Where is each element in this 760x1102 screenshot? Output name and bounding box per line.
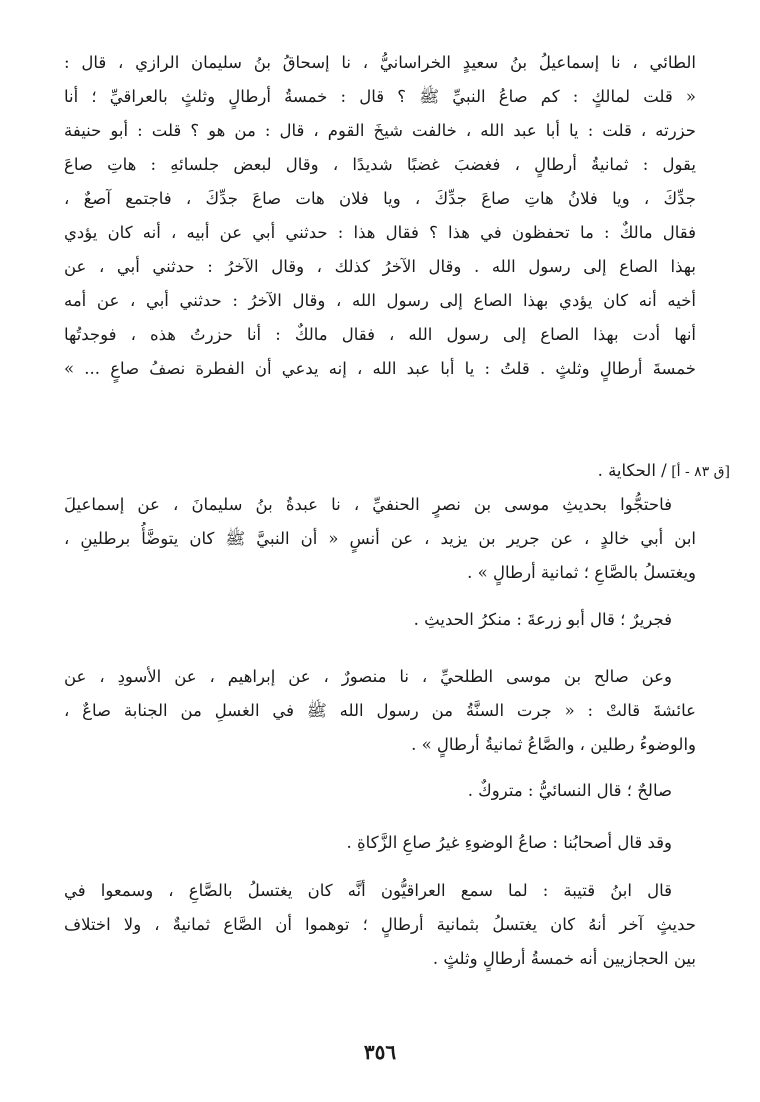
paragraph-salih-note [64,774,696,808]
text-line: « قلت لمالكٍ : كم صاعُ النبيِّ ﷺ ؟ قال : خمسةُ أرطالٍ وثلثٍ بالعراقيِّ ؛ أنا [64,87,696,106]
text-line: خمسةَ أرطالٍ وثلثٍ . قلتُ : يا أبا عبد الله ، إنه يدعي أن الفطرة نصفُ صاعٍ ... » [64,359,696,378]
text-line: فجريرٌ ؛ قال أبو زرعةَ : منكرُ الحديثِ . [413,610,672,629]
manuscript-folio-line [598,454,730,489]
manuscript-reference: [ق ٨٣ - أ] [671,464,730,480]
text-line: الطائي ، نا إسماعيلُ بنُ سعيدٍ الخراسانيُّ ، نا إسحاقُ بنُ سليمان الرازي ، قال : [64,53,696,72]
paragraph-musa-hadith [64,488,696,590]
text-line: وعن صالح بن موسى الطلحيِّ ، نا منصورٌ ، عن إبراهيم ، عن الأسودِ ، عن [64,667,672,686]
text-line: ابن أبي خالدٍ ، عن جرير بن يزيد ، عن أنسٍ « أن النبيَّ ﷺ كان يتوضَّأُ برطلينِ ، [64,529,696,548]
text-line: يقول : ثمانيةُ أرطالٍ ، فغضبَ غضبًا شديدًا ، وقال لبعض جلسائهِ : هاتِ صاعَ [64,155,696,174]
page-number: ٣٥٦ [363,1040,397,1064]
text-line: فقال مالكٌ : ما تحفظون في هذا ؟ فقال هذا : حدثني أبي عن أبيه ، أنه كان يؤدي [64,223,696,242]
text-line: أخيه أنه كان يؤدي بهذا الصاع إلى رسول الله ، وقال الآخرُ : حدثني أبي ، عن أمه [64,291,696,310]
text-line: صالحٌ ؛ قال النسائيُّ : متروكٌ . [467,781,672,800]
text-line: ويغتسلُ بالصَّاعِ ؛ ثمانية أرطالٍ » . [467,563,696,582]
text-line: / الحكاية . [597,461,667,480]
text-line: جدِّكَ ، ويا فلانُ هاتِ صاعَ جدِّكَ ، ويا فلان هات صاعَ جدِّكَ ، فاجتمع آصعٌ ، [64,189,696,208]
hadith-narration-malik [64,46,696,386]
paragraph-salih-hadith [64,660,696,762]
text-line: بين الحجازيين أنه خمسةُ أرطالٍ وثلثٍ . [432,949,696,968]
text-line: بهذا الصاع إلى رسول الله . وقال الآخرُ كذلك ، وقال الآخرُ : حدثني أبي ، عن [64,257,696,276]
paragraph-ashab [64,826,696,860]
text-line: وقد قال أصحابُنا : صاعُ الوضوءِ غيرُ صاعِ الزَّكاةِ . [346,833,672,852]
paragraph-jarir-note [64,603,696,637]
text-line: حزرته ، قلت : يا أبا عبد الله ، خالفت شيخَ القوم ، قال : من هو ؟ قلت : أبو حنيفة [64,121,696,140]
text-line: فاحتجُّوا بحديثِ موسى بن نصرٍ الحنفيِّ ، نا عبدةُ بنُ سليمانَ ، عن إسماعيلَ [64,495,672,514]
text-line: قال ابنُ قتيبة : لما سمع العراقيُّون أنَّه كان يغتسلُ بالصَّاعِ ، وسمعوا في [64,881,672,900]
text-line: عائشةَ قالتْ : « جرت السنَّةُ من رسول الله ﷺ في الغسلِ من الجنابة صاعٌ ، [64,701,696,720]
text-line: والوضوءُ رطلين ، والصَّاعُ ثمانيةُ أرطالٍ » . [411,735,696,754]
text-line: أنها أدت بهذا الصاع إلى رسول الله ، فقال مالكٌ : أنا حزرتُ هذه ، فوجدتُها [64,325,696,344]
text-line: حديثٍ آخر أنهُ كان يغتسلُ بثمانية أرطالٍ ؛ توهموا أن الصَّاع ثمانيةٌ ، ولا اختلاف [64,915,696,934]
paragraph-ibn-qutayba [64,874,696,976]
